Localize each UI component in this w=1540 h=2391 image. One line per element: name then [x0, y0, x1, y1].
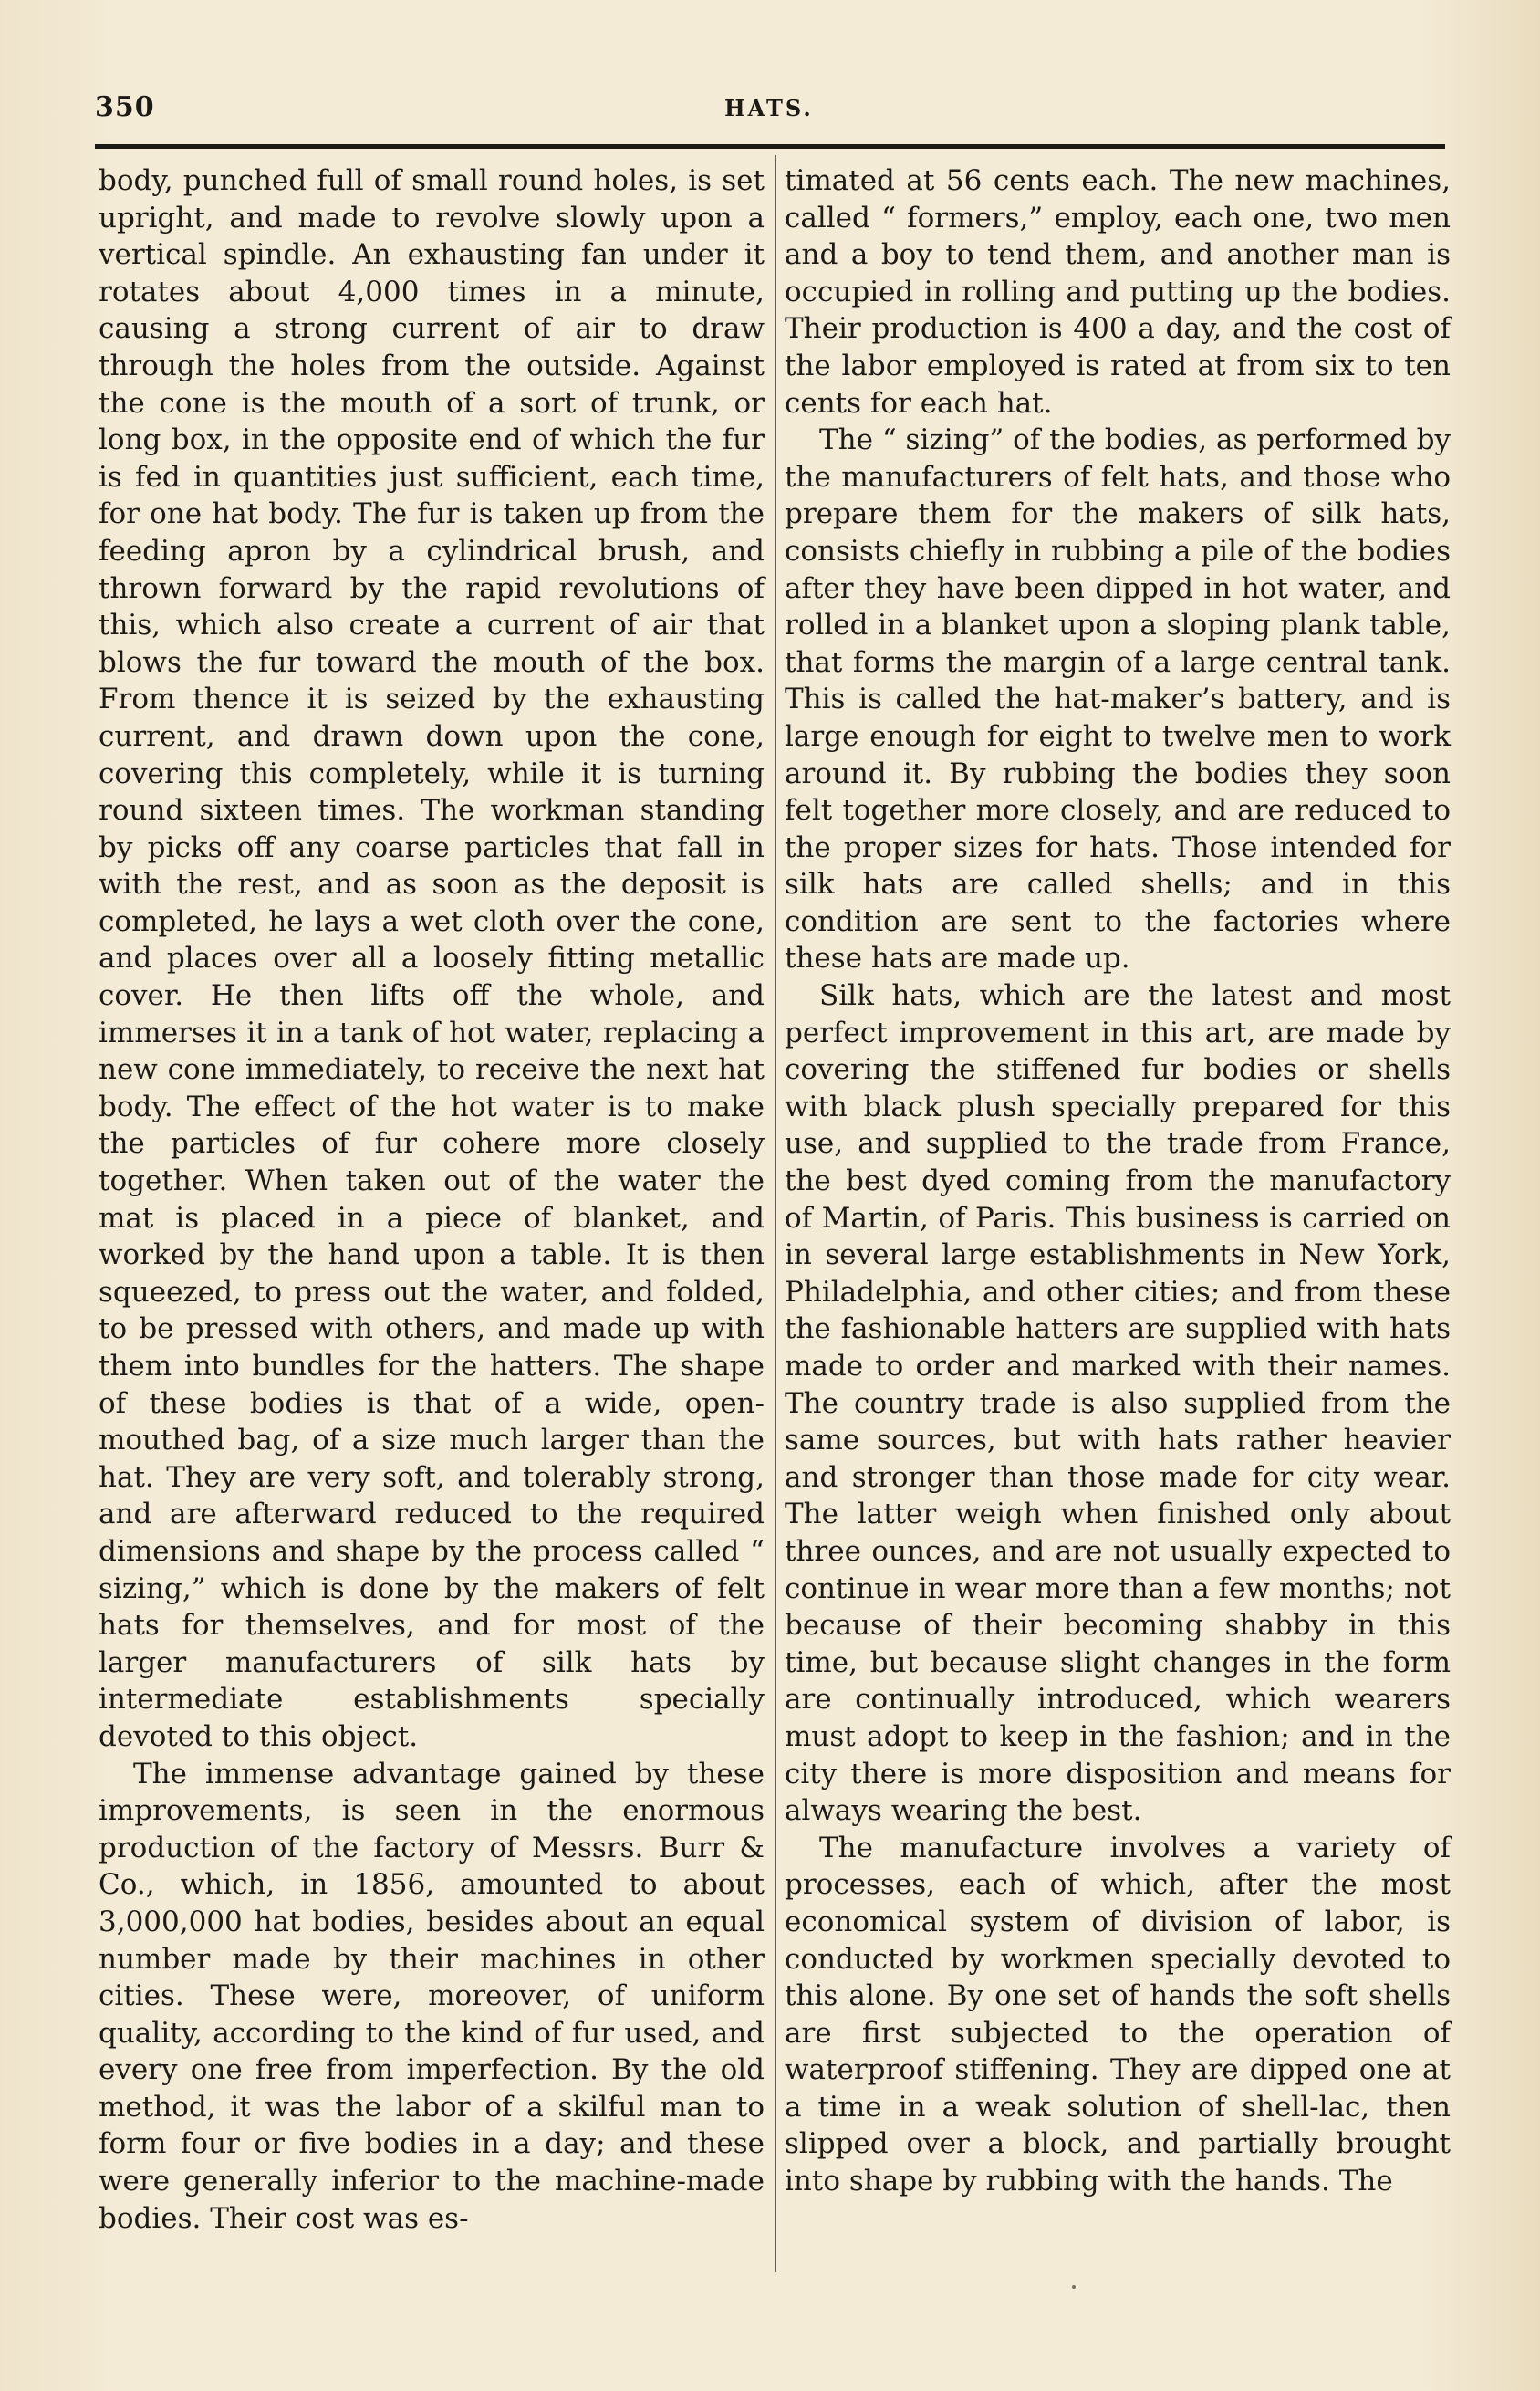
paragraph: The manufacture involves a variety of processes, each of which, after the most economical system of division of labor, is conducted by workmen specially devoted to this alone. By one set of hands the soft shells are first subjected to the operation of waterproof stiffening. They are dipped one at a time in a weak solution of shell-lac, then slipped over a block, and partially brought into shape by rubbing with the hands. The	[785, 1831, 1451, 2198]
paragraph: Silk hats, which are the latest and most perfect improvement in this art, are made by covering the stiffened fur bodies or shells with black plush specially prepared for this use, and supplied to the trade from France, the best dyed coming from the manufactory of Martin, of Paris. This business is carried on in several large establishments in New York, Philadelphia, and other cities; and from these the fashionable hatters are supplied with hats made to order and marked with their names. The country trade is also supplied from the same sources, but with hats rather heavier and stronger than those made for city wear. The latter weigh when finished only about three ounces, and are not usually expected to continue in wear more than a few months; not because of their becoming shabby in this time, but because slight changes in the form are continually introduced, which wearers must adopt to keep in the fashion; and in the city there is more disposition and means for always wearing the best.	[785, 979, 1451, 1828]
running-title: HATS.	[724, 95, 814, 121]
print-speck	[1072, 2285, 1076, 2289]
right-column	[785, 162, 1451, 2200]
left-column	[99, 162, 765, 2237]
paragraph: The immense advantage gained by these improvements, is seen in the enormous production of the factory of Messrs. Burr & Co., which, in 1856, amounted to about 3,000,000 hat bodies, besides about an equal number made by their machines in other cities. These were, moreover, of uniform quality, according to the kind of fur used, and every one free from imperfection. By the old method, it was the labor of a skilful man to form four or five bodies in a day; and these were generally inferior to the machine-made bodies. Their cost was es-	[99, 1757, 765, 2235]
page-header	[95, 91, 1445, 128]
paragraph: body, punched full of small round holes, is set upright, and made to revolve slowly upon a vertical spindle. An exhausting fan under it rotates about 4,000 times in a minute, causing a strong current of air to draw through the holes from the outside. Against the cone is the mouth of a sort of trunk, or long box, in the opposite end of which the fur is fed in quantities just sufficient, each time, for one hat body. The fur is taken up from the feeding apron by a cylindrical brush, and thrown forward by the rapid revolutions of this, which also create a current of air that blows the fur toward the mouth of the box. From thence it is seized by the exhausting current, and drawn down upon the cone, covering this completely, while it is turning round sixteen times. The workman standing by picks off any coarse particles that fall in with the rest, and as soon as the deposit is completed, he lays a wet cloth over the cone, and places over all a loosely fitting metallic cover. He then lifts off the whole, and immerses it in a tank of hot water, replacing a new cone immediately, to receive the next hat body. The effect of the hot water is to make the particles of fur cohere more closely together. When taken out of the water the mat is placed in a piece of blanket, and worked by the hand upon a table. It is then squeezed, to press out the water, and folded, to be pressed with others, and made up with them into bundles for the hatters. The shape of these bodies is that of a wide, open-mouthed bag, of a size much larger than the hat. They are very soft, and tolerably strong, and are afterward reduced to the required dimensions and shape by the process called “ sizing,” which is done by the makers of felt hats for themselves, and for most of the larger manufacturers of silk hats by intermediate establishments specially devoted to this object.	[99, 164, 765, 1753]
paragraph: The “ sizing” of the bodies, as performed by the manufacturers of felt hats, and those who prepare them for the makers of silk hats, consists chiefly in rubbing a pile of the bodies after they have been dipped in hot water, and rolled in a blanket upon a sloping plank table, that forms the margin of a large central tank. This is called the hat-maker’s battery, and is large enough for eight to twelve men to work around it. By rubbing the bodies they soon felt together more closely, and are reduced to the proper sizes for hats. Those intended for silk hats are called shells; and in this condition are sent to the factories where these hats are made up.	[785, 423, 1451, 976]
header-rule	[95, 144, 1445, 149]
paragraph: timated at 56 cents each. The new machines, called “ formers,” employ, each one, two men and a boy to tend them, and another man is occupied in rolling and putting up the bodies. Their production is 400 a day, and the cost of the labor employed is rated at from six to ten cents for each hat.	[785, 164, 1451, 420]
page-number: 350	[95, 91, 155, 123]
column-divider	[775, 155, 776, 2272]
